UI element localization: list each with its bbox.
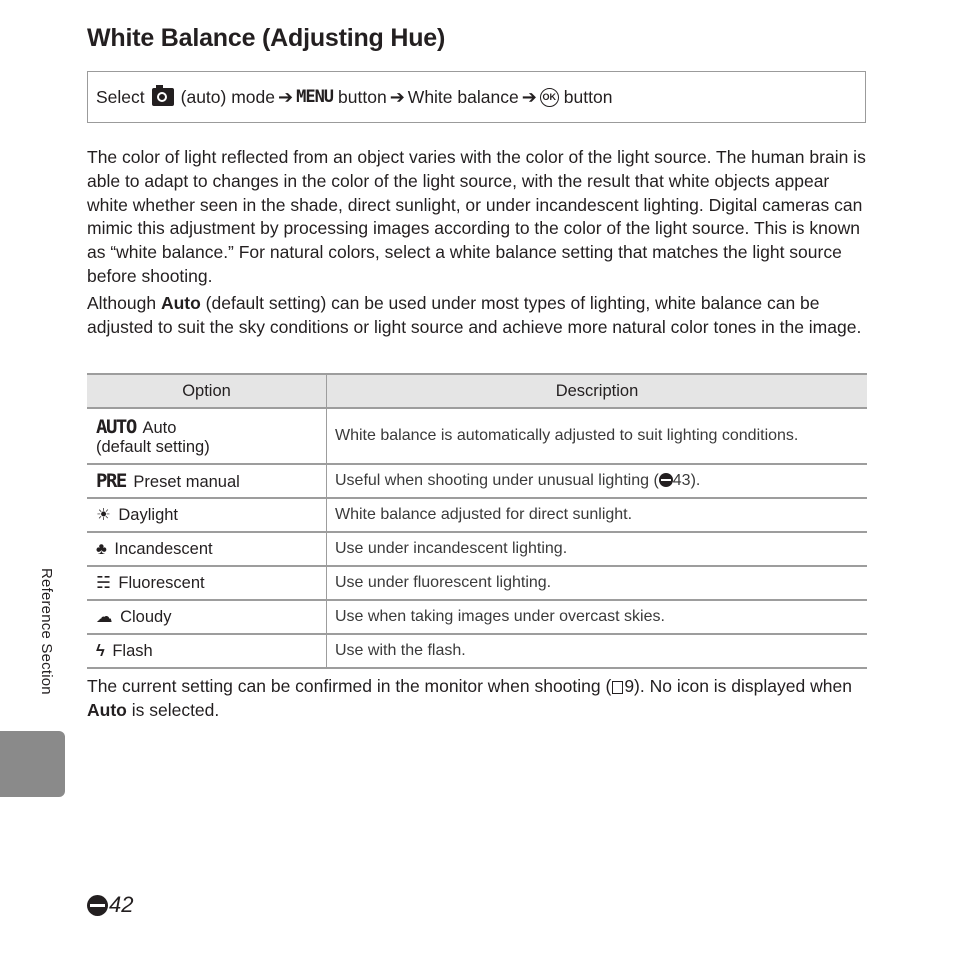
auto-paragraph-text-2: (default setting) can be used under most types of lighting, white balance can be adjusted to suit the sky conditions or light source and achieve more natural color tones in the image. [87, 293, 862, 337]
nav-auto-mode-text: (auto) mode [180, 86, 275, 107]
intro-paragraph: The color of light reflected from an object varies with the color of the light source. The human brain is able to adapt to changes in the color of the light source, with the result that white objects appear white whether seen in the shade, direct sunlight, or under incandescent lighting. Digital cameras can mimic this adjustment by processing images according to the color of the light source. This is known as “white balance.” For natural colors, select a white balance setting that matches the light source before shooting. [87, 147, 866, 286]
fluorescent-icon: ☵ [96, 574, 111, 592]
table-row [87, 408, 867, 464]
note-paragraph [87, 675, 867, 723]
page-number-text: 42 [109, 892, 134, 917]
table-row [87, 498, 867, 532]
auto-paragraph [87, 292, 867, 340]
table-row [87, 634, 867, 668]
option-cell [87, 532, 327, 566]
e-reference-icon [87, 895, 108, 916]
option-sublabel: (default setting) [96, 437, 210, 456]
page-title: White Balance (Adjusting Hue) [87, 24, 446, 52]
option-cell [87, 464, 327, 498]
column-header-description: Description [327, 374, 868, 408]
option-label: Fluorescent [118, 574, 205, 592]
option-label: Daylight [118, 506, 179, 524]
description-cell [327, 464, 868, 498]
auto-wb-icon: AUTO [96, 415, 136, 438]
nav-button-text: button [563, 86, 613, 107]
description-text-end: ). [690, 472, 701, 489]
table-header-row [87, 374, 867, 408]
auto-bold-text: Auto [87, 699, 127, 720]
white-balance-options-table [87, 373, 867, 669]
description-text: Useful when shooting under unusual lighting ( [335, 472, 659, 489]
option-cell [87, 634, 327, 668]
menu-button-icon: MENU [296, 87, 334, 107]
option-label: Auto [142, 418, 177, 437]
auto-bold-text: Auto [160, 293, 201, 313]
e-reference-icon [659, 473, 673, 487]
table-row [87, 532, 867, 566]
page-reference: 43 [672, 472, 691, 489]
cloudy-icon: ☁ [96, 608, 113, 626]
nav-white-balance-text: White balance [407, 86, 519, 107]
page-reference: 9 [624, 676, 635, 696]
incandescent-icon: ♣ [96, 539, 107, 558]
description-cell: Use when taking images under overcast skies. [327, 600, 868, 634]
description-cell: Use with the flash. [327, 634, 868, 668]
section-label: Reference Section [38, 568, 55, 695]
option-label: Preset manual [133, 473, 240, 491]
ok-button-icon: OK [540, 88, 559, 107]
navigation-path-box [87, 71, 866, 123]
note-text: The current setting can be confirmed in the monitor when shooting ( [87, 676, 612, 696]
description-cell: Use under fluorescent lighting. [327, 566, 868, 600]
option-label: Flash [112, 641, 153, 660]
option-label: Cloudy [120, 608, 172, 626]
flash-icon: ϟ [96, 641, 105, 660]
nav-select-text: Select [96, 86, 145, 107]
table-row [87, 600, 867, 634]
option-cell [87, 600, 327, 634]
description-cell: White balance adjusted for direct sunlight. [327, 498, 868, 532]
option-label: Incandescent [114, 539, 213, 558]
section-tab [0, 731, 65, 797]
book-reference-icon [612, 681, 623, 694]
table-row [87, 464, 867, 498]
option-cell [87, 498, 327, 532]
note-text-3: is selected. [126, 699, 220, 720]
nav-button-text: button [338, 86, 387, 107]
arrow-right-icon: ➔ [389, 86, 405, 107]
arrow-right-icon: ➔ [278, 86, 294, 107]
column-header-option: Option [87, 374, 327, 408]
preset-manual-icon: PRE [96, 470, 126, 492]
daylight-icon: ☀ [96, 506, 111, 524]
camera-icon [152, 88, 174, 106]
option-cell [87, 408, 327, 464]
note-text-2: ). No icon is displayed when [634, 676, 852, 696]
page-number [87, 892, 133, 918]
arrow-right-icon: ➔ [521, 86, 537, 107]
table-row [87, 566, 867, 600]
description-cell: White balance is automatically adjusted to suit lighting conditions. [327, 408, 868, 464]
option-cell [87, 566, 327, 600]
auto-paragraph-text: Although [87, 293, 161, 313]
description-cell: Use under incandescent lighting. [327, 532, 868, 566]
